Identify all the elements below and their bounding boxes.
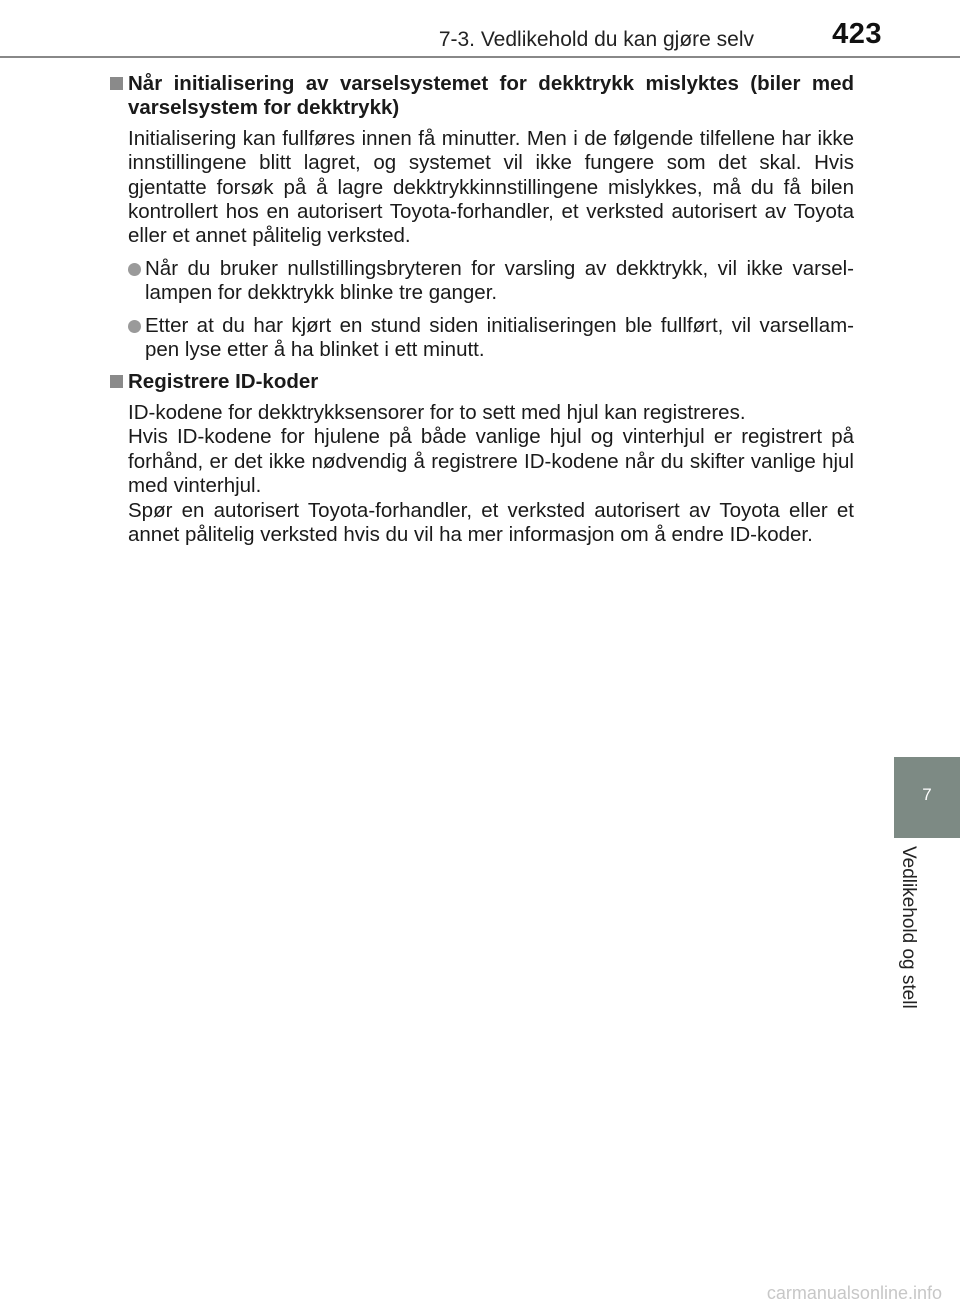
list-item (110, 314, 854, 363)
heading-text: Når initialisering av varselsystemet for dekktrykk mislyktes (biler med varselsystem for dekktrykk) (128, 72, 854, 120)
page-number: 423 (832, 18, 882, 50)
paragraph-line: ID-kodene for dekktrykksensorer for to sett med hjul kan registreres. (128, 400, 746, 424)
section-heading-id-codes (110, 370, 854, 394)
square-bullet-icon (110, 77, 123, 90)
chapter-title-vertical (899, 846, 939, 1026)
paragraph: Initialisering kan fullføres innen få minutter. Men i de følgende tilfellene har ikke innstillingene blitt lagret, og systemet vil ikke fungere som det skal. Hvis gjentatte forsøk på å lagre dekktrykkinnstillingene mislykkes, må du få bilen kontrollert hos en autorisert Toyota-forhandler, et verksted autorisert av Toyota eller et annet pålitelig verksted. (128, 126, 854, 248)
circle-bullet-icon (128, 320, 141, 333)
heading-text: Registrere ID-koder (128, 370, 319, 394)
paragraph-line: Hvis ID-kodene for hjulene på både vanlige hjul og vinterhjul er registrert på forhånd, er det ikke nødvendig å registrere ID-kodene når du skifter vanlige hjul med vinterhjul. (128, 425, 854, 498)
section-heading-tpms-init (110, 72, 854, 121)
list-item (110, 257, 854, 306)
circle-bullet-icon (128, 263, 141, 276)
watermark-logo: carmanualsonline.info (766, 1283, 942, 1303)
chapter-tab (894, 757, 960, 838)
chapter-title: Vedlikehold og stell (898, 846, 919, 1009)
section-title: 7-3. Vedlikehold du kan gjøre selv (438, 28, 754, 51)
header-divider (0, 56, 960, 58)
paragraph-line: Spør en autorisert Toyota-forhandler, et verksted autorisert av Toyota eller et annet pålitelig verksted hvis du vil ha mer informasjon om å endre ID-koder. (128, 498, 854, 546)
page-header (0, 0, 960, 60)
list-item-text: Når du bruker nullstillingsbryteren for varsling av dekktrykk, vil ikke varsel-lampen for dekktrykk blinke tre ganger. (145, 256, 854, 305)
chapter-number: 7 (922, 785, 932, 804)
square-bullet-icon (110, 375, 123, 388)
list-item-text: Etter at du har kjørt en stund siden initialiseringen ble fullført, vil varsellam-pen lyse etter å ha blinket i ett minutt. (145, 313, 854, 362)
main-content (110, 72, 854, 555)
